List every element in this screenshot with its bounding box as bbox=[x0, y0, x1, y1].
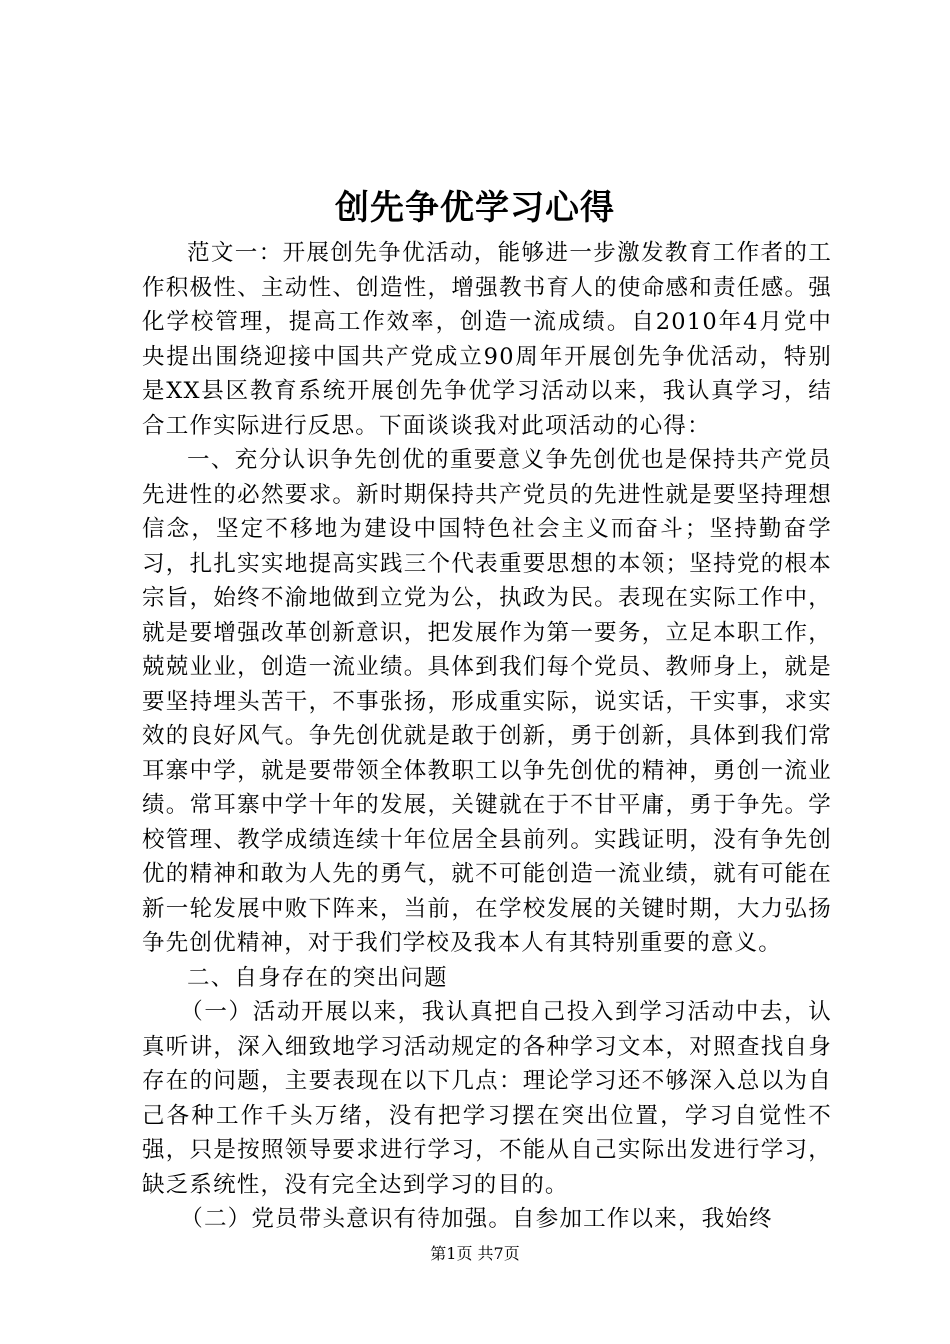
paragraph-subsection-two: （二）党员带头意识有待加强。自参加工作以来，我始终 bbox=[180, 1206, 773, 1232]
document-body bbox=[142, 236, 832, 1237]
paragraph-subsection-one: （一）活动开展以来，我认真把自己投入到学习活动中去，认真听讲，深入细致地学习活动规定的各种学习文本，对照查找自身存在的问题，主要表现在以下几点：理论学习还不够深入总以为自己各种工作千头万绪，没有把学习摆在突出位置，学习自觉性不强，只是按照领导要求进行学习，不能从自己实际出发进行学习，缺乏系统性，没有完全达到学习的目的。 bbox=[142, 999, 832, 1198]
paragraph-section-one: 一、充分认识争先创优的重要意义争先创优也是保持共产党员先进性的必然要求。新时期保持共产党员的先进性就是要坚持理想信念，坚定不移地为建设中国特色社会主义而奋斗；坚持勤奋学习，扎扎实实地提高实践三个代表重要思想的本领；坚持党的根本宗旨，始终不渝地做到立党为公，执政为民。表现在实际工作中，就是要增强改革创新意识，把发展作为第一要务，立足本职工作，兢兢业业，创造一流业绩。具体到我们每个党员、教师身上，就是要坚持埋头苦干，不事张扬，形成重实际，说实话，干实事，求实效的良好风气。争先创优就是敢于创新，勇于创新，具体到我们常耳寨中学，就是要带领全体教职工以争先创优的精神，勇创一流业绩。常耳寨中学十年的发展，关键就在于不甘平庸，勇于争先。学校管理、教学成绩连续十年位居全县前列。实践证明，没有争先创优的精神和敢为人先的勇气，就不可能创造一流业绩，就有可能在新一轮发展中败下阵来，当前，在学校发展的关键时期，大力弘扬争先创优精神，对于我们学校及我本人有其特别重要的意义。 bbox=[142, 447, 832, 956]
paragraph-section-two-heading: 二、自身存在的突出问题 bbox=[187, 964, 448, 991]
paragraph-intro: 范文一：开展创先争优活动，能够进一步激发教育工作者的工作积极性、主动性、创造性，增强教书育人的使命感和责任感。强化学校管理，提高工作效率，创造一流成绩。自2010年4月党中央提出围绕迎接中国共产党成立90周年开展创先争优活动，特别是XX县区教育系统开展创先争优学习活动以来，我认真学习，结合工作实际进行反思。下面谈谈我对此项活动的心得： bbox=[142, 240, 832, 439]
document-title: 创先争优学习心得 bbox=[335, 188, 615, 228]
page-footer: 第1页 共7页 bbox=[430, 1244, 520, 1263]
